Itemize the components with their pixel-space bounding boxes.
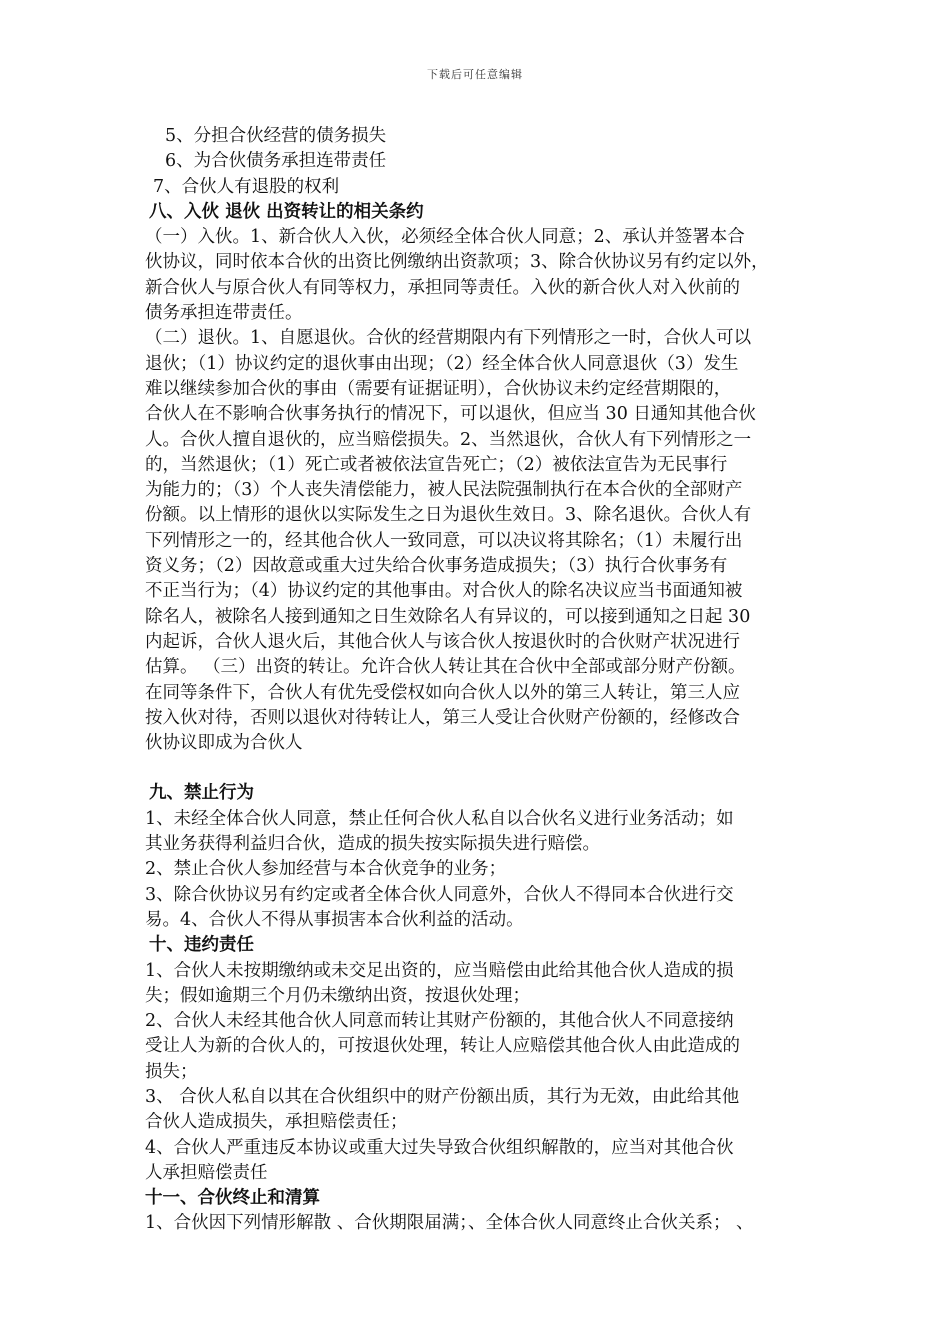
paragraph-line: 伙协议，同时依本合伙的出资比例缴纳出资款项；3、除合伙协议另有约定以外， — [145, 252, 769, 273]
paragraph-line: （一）入伙。1、新合伙人入伙，必须经全体合伙人同意；2、承认并签署本合 — [145, 227, 745, 248]
paragraph-line: 易。4、合伙人不得从事损害本合伙利益的活动。 — [145, 909, 524, 930]
section-heading-9: 九、禁止行为 — [149, 783, 254, 804]
paragraph-line: 受让人为新的合伙人的，可按退伙处理，转让人应赔偿其他合伙人由此造成的 — [145, 1036, 740, 1057]
paragraph-line: 损失； — [145, 1061, 198, 1082]
paragraph-line: 失；假如逾期三个月仍未缴纳出资，按退伙处理； — [145, 985, 530, 1006]
paragraph-line: 不正当行为；（4）协议约定的其他事由。对合伙人的除名决议应当书面通知被 — [145, 581, 743, 602]
paragraph-line: 资义务；（2）因故意或重大过失给合伙事务造成损失；（3）执行合伙事务有 — [145, 556, 728, 577]
paragraph-line: 为能力的；（3）个人丧失清偿能力，被人民法院强制执行在本合伙的全部财产 — [145, 480, 743, 501]
paragraph-line: 伙协议即成为合伙人 — [145, 733, 303, 754]
paragraph-line: （二）退伙。1、自愿退伙。合伙的经营期限内有下列情形之一时，合伙人可以 — [145, 328, 752, 349]
paragraph-line: 在同等条件下，合伙人有优先受偿权如向合伙人以外的第三人转让，第三人应 — [145, 682, 740, 703]
section-heading-10: 十、违约责任 — [149, 935, 254, 956]
section-heading-8: 八、入伙 退伙 出资转让的相关条约 — [149, 201, 424, 222]
list-item: 7、合伙人有退股的权利 — [153, 176, 340, 197]
paragraph-line: 人承担赔偿责任 — [145, 1162, 268, 1183]
paragraph-line: 2、禁止合伙人参加经营与本合伙竞争的业务； — [145, 859, 507, 880]
paragraph-line: 合伙人造成损失，承担赔偿责任； — [145, 1112, 408, 1133]
paragraph-line: 份额。以上情形的退伙以实际发生之日为退伙生效日。3、除名退伙。合伙人有 — [145, 505, 752, 526]
paragraph-line: 估算。 （三）出资的转让。允许合伙人转让其在合伙中全部或部分财产份额。 — [145, 657, 746, 678]
paragraph-line: 1、合伙人未按期缴纳或未交足出资的，应当赔偿由此给其他合伙人造成的损 — [145, 960, 734, 981]
list-item: 6、为合伙债务承担连带责任 — [165, 151, 387, 172]
paragraph-line: 下列情形之一的，经其他合伙人一致同意，可以决议将其除名；（1）未履行出 — [145, 530, 743, 551]
list-item: 5、分担合伙经营的债务损失 — [165, 126, 387, 146]
paragraph-line: 其业务获得利益归合伙，造成的损失按实际损失进行赔偿。 — [145, 834, 600, 855]
paragraph-line: 2、合伙人未经其他合伙人同意而转让其财产份额的，其他合伙人不同意接纳 — [145, 1011, 734, 1032]
page-header: 下载后可任意编辑 — [427, 68, 523, 81]
paragraph-line: 合伙人在不影响合伙事务执行的情况下，可以退伙，但应当 30 日通知其他合伙 — [145, 404, 756, 425]
paragraph-line: 3、 合伙人私自以其在合伙组织中的财产份额出质，其行为无效，由此给其他 — [145, 1086, 740, 1107]
paragraph-line: 4、合伙人严重违反本协议或重大过失导致合伙组织解散的，应当对其他合伙 — [145, 1137, 734, 1158]
paragraph-line: 3、除合伙协议另有约定或者全体合伙人同意外，合伙人不得同本合伙进行交 — [145, 884, 734, 905]
paragraph-line: 1、未经全体合伙人同意，禁止任何合伙人私自以合伙名义进行业务活动；如 — [145, 808, 734, 829]
paragraph-line: 难以继续参加合伙的事由（需要有证据证明），合伙协议未约定经营期限的， — [145, 378, 732, 399]
paragraph-line: 内起诉，合伙人退火后，其他合伙人与该合伙人按退伙时的合伙财产状况进行 — [145, 631, 740, 652]
paragraph-line: 1、合伙因下列情形解散 、合伙期限届满；、全体合伙人同意终止合伙关系； 、 — [145, 1213, 754, 1234]
paragraph-line: 退伙；（1）协议约定的退伙事由出现；（2）经全体合伙人同意退伙（3）发生 — [145, 353, 739, 374]
paragraph-line: 除名人，被除名人接到通知之日生效除名人有异议的，可以接到通知之日起 30 — [145, 606, 751, 627]
paragraph-line: 债务承担连带责任。 — [145, 303, 303, 324]
blank-line — [145, 756, 813, 781]
paragraph-line: 新合伙人与原合伙人有同等权力，承担同等责任。入伙的新合伙人对入伙前的 — [145, 277, 740, 298]
section-heading-11: 十一、合伙终止和清算 — [145, 1188, 320, 1209]
paragraph-line: 人。合伙人擅自退伙的，应当赔偿损失。2、当然退伙，合伙人有下列情形之一 — [145, 429, 752, 450]
paragraph-line: 按入伙对待，否则以退伙对待转让人，第三人受让合伙财产份额的，经修改合 — [145, 707, 740, 728]
document-body — [145, 124, 813, 1237]
paragraph-line: 的，当然退伙；（1）死亡或者被依法宣告死亡；（2）被依法宣告为无民事行 — [145, 454, 728, 475]
